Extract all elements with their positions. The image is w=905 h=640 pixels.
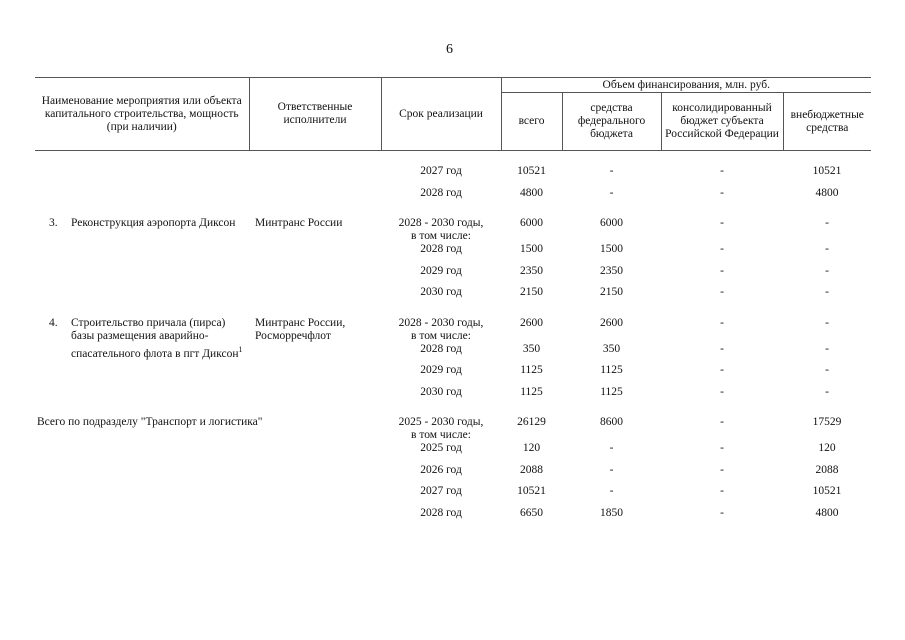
item-number: 4. (49, 316, 58, 329)
table-row (35, 507, 871, 529)
page-number: 6 (446, 42, 453, 57)
extra-cell: 10521 (812, 485, 842, 497)
regional-cell: - (720, 506, 724, 519)
item-name-cell (67, 308, 249, 408)
period-cell: 2026 год (420, 463, 462, 476)
federal-cell: 1500 (600, 243, 624, 255)
footnote-mark: 1 (238, 344, 243, 354)
regional-cell: - (720, 316, 724, 329)
extra-cell: - (825, 342, 829, 355)
total-cell: 1125 (520, 364, 543, 376)
extra-cell: - (825, 364, 829, 376)
header-total: всего (501, 93, 562, 151)
item-number: 3. (49, 217, 58, 229)
period-cell (381, 407, 501, 442)
period-cell: 2028 год (420, 342, 462, 355)
period-range: 2028 - 2030 годы, (398, 217, 484, 229)
item-name: Реконструкция аэропорта Диксон (71, 217, 236, 229)
period-note: в том числе: (411, 429, 471, 441)
executor-line-2: Росморречфлот (255, 329, 331, 342)
table-row (35, 165, 871, 187)
total-cell: 2350 (520, 264, 544, 277)
extra-cell: 4800 (815, 186, 839, 199)
period-cell: 2028 год (420, 506, 462, 519)
total-cell: 10521 (517, 165, 546, 177)
federal-cell: - (609, 463, 614, 476)
federal-cell: - (609, 442, 614, 454)
funding-table (35, 77, 871, 528)
period-cell: 2025 год (420, 442, 462, 454)
regional-cell: - (720, 286, 724, 298)
regional-cell: - (720, 485, 724, 497)
regional-cell: - (720, 463, 724, 476)
period-cell: 2028 год (420, 243, 462, 255)
header-period: Срок реализации (381, 78, 501, 151)
header-federal: средства федерального бюджета (562, 93, 661, 151)
header-executors: Ответственные исполнители (249, 78, 381, 151)
item-executor (249, 308, 381, 408)
extra-cell: 2088 (815, 463, 839, 476)
extra-cell: 120 (818, 442, 836, 454)
period-note: в том числе: (411, 230, 471, 242)
regional-cell: - (720, 264, 724, 277)
federal-cell: - (609, 485, 614, 497)
federal-cell: 1850 (600, 506, 624, 519)
extra-cell: 4800 (815, 506, 839, 519)
table-row-total (35, 407, 871, 442)
period-cell (381, 308, 501, 343)
federal-cell: - (609, 186, 614, 199)
regional-cell: - (720, 416, 724, 428)
total-cell: 1125 (520, 385, 543, 398)
header-name: Наименование мероприятия или объекта капитального строительства, мощность (при наличии) (35, 78, 249, 151)
total-cell: 350 (522, 342, 541, 355)
federal-cell: 2600 (600, 316, 624, 329)
total-cell: 10521 (517, 485, 546, 497)
item-name: Строительство причала (пирса) базы размещения аварийно-спасательного флота в пгт Диксон (71, 316, 239, 360)
extra-cell: - (825, 264, 829, 277)
period-cell: 2027 год (420, 485, 462, 497)
subsection-total-label: Всего по подразделу "Транспорт и логистика" (37, 416, 263, 428)
period-note: в том числе: (411, 329, 471, 342)
total-cell: 120 (522, 442, 541, 454)
regional-cell: - (720, 385, 724, 398)
extra-cell: - (825, 316, 829, 329)
extra-cell: - (825, 286, 829, 298)
regional-cell: - (720, 342, 724, 355)
period-range: 2028 - 2030 годы, (398, 316, 484, 329)
regional-cell: - (720, 243, 724, 255)
period-cell: 2027 год (420, 165, 462, 177)
regional-cell: - (720, 165, 724, 177)
federal-cell: 1125 (600, 385, 623, 398)
table-row (35, 187, 871, 209)
period-cell: 2028 год (420, 186, 462, 199)
table-row (35, 464, 871, 486)
total-cell: 2088 (520, 463, 544, 476)
regional-cell: - (720, 186, 724, 199)
period-cell (381, 208, 501, 243)
extra-cell: 10521 (812, 165, 842, 177)
period-range: 2025 - 2030 годы, (398, 416, 484, 428)
federal-cell: - (609, 165, 614, 177)
period-cell: 2029 год (420, 364, 462, 376)
total-cell: 6000 (520, 217, 544, 229)
period-cell: 2029 год (420, 264, 462, 277)
regional-cell: - (720, 364, 724, 376)
table-row (35, 243, 871, 265)
table-row (35, 265, 871, 287)
table-row (35, 485, 871, 507)
federal-cell: 350 (602, 342, 621, 355)
federal-cell: 6000 (600, 217, 624, 229)
table-row-item-4 (35, 308, 871, 343)
extra-cell: - (825, 243, 829, 255)
period-cell: 2030 год (420, 286, 462, 298)
header-funding: Объем финансирования, млн. руб. (501, 78, 871, 93)
regional-cell: - (720, 217, 724, 229)
total-cell: 26129 (517, 416, 546, 428)
header-extrabudget: внебюджетные средства (783, 93, 871, 151)
spacer (35, 151, 871, 166)
extra-cell: 17529 (812, 416, 842, 428)
table-row (35, 286, 871, 308)
table-row-item-3 (35, 208, 871, 243)
table-row (35, 442, 871, 464)
period-cell: 2030 год (420, 385, 462, 398)
total-cell: 2150 (520, 286, 544, 298)
federal-cell: 2150 (600, 286, 624, 298)
executor-line-1: Минтранс России, (255, 316, 346, 329)
federal-cell: 1125 (600, 364, 623, 376)
total-cell: 4800 (520, 186, 544, 199)
extra-cell: - (825, 217, 829, 229)
regional-cell: - (720, 442, 724, 454)
federal-cell: 8600 (600, 416, 624, 428)
total-cell: 2600 (520, 316, 544, 329)
extra-cell: - (825, 385, 829, 398)
total-cell: 1500 (520, 243, 544, 255)
header-regional: консолидированный бюджет субъекта Российской Федерации (661, 93, 783, 151)
federal-cell: 2350 (600, 264, 624, 277)
total-cell: 6650 (520, 506, 544, 519)
item-executor: Минтранс России (255, 217, 343, 229)
